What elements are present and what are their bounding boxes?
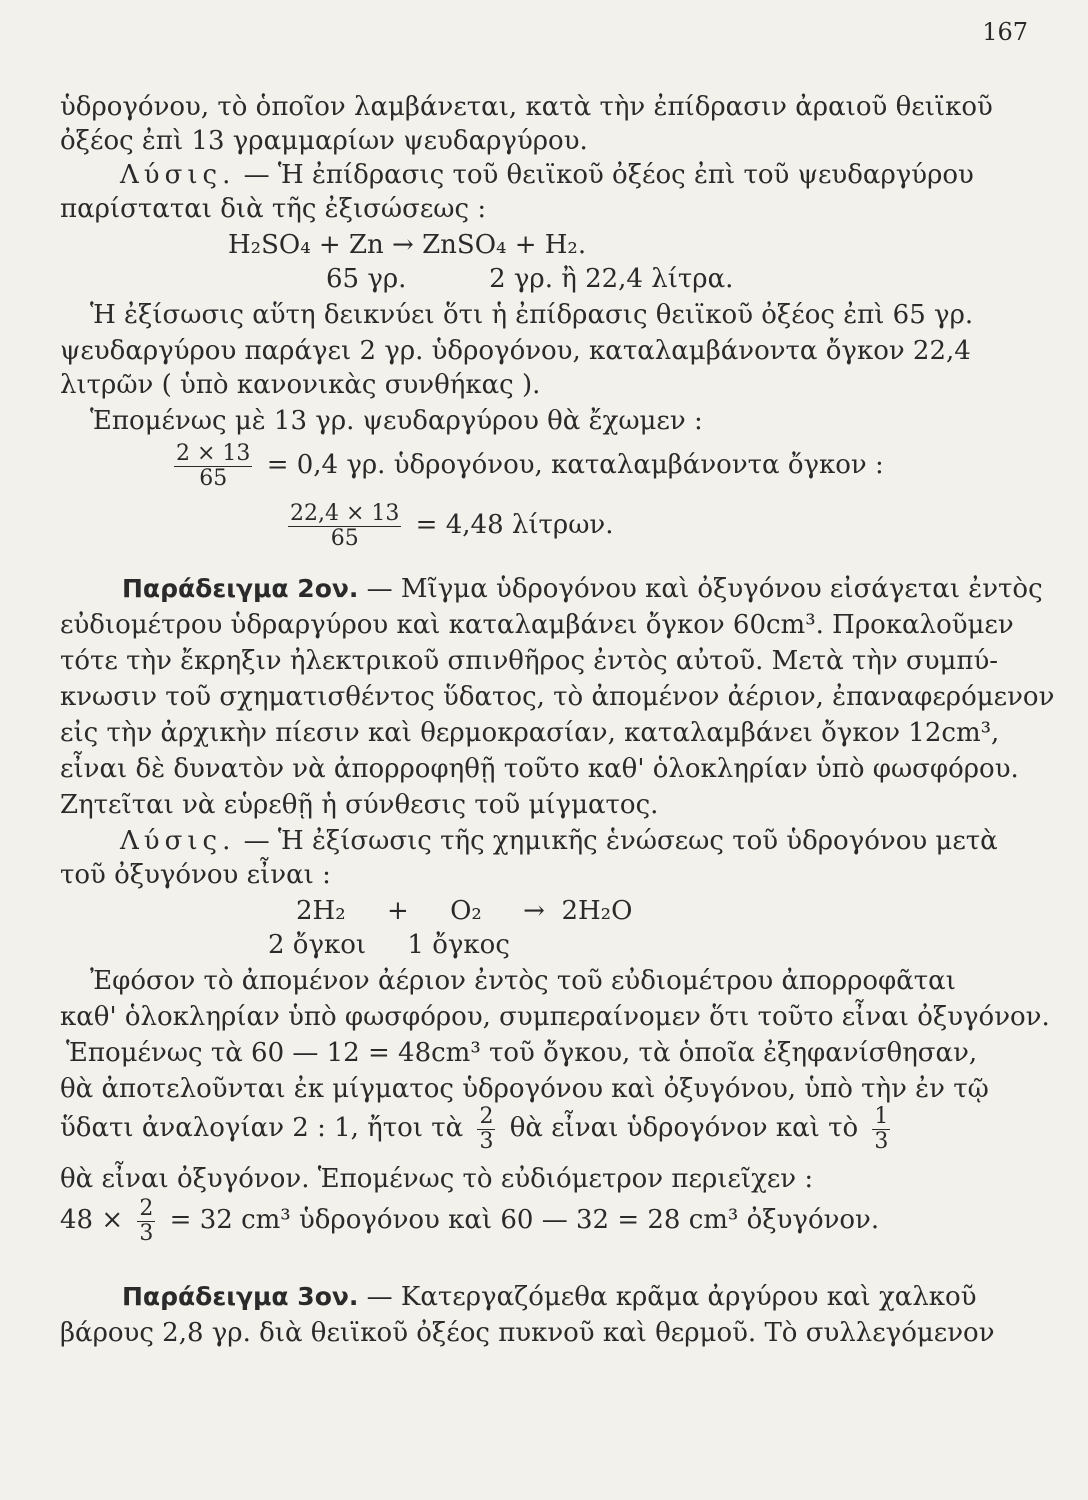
text-line: εὐδιομέτρου ὑδραργύρου καὶ καταλαμβάνει ὄγκον 60cm³. Προκαλοῦμεν — [60, 610, 1014, 640]
example-heading: Παράδειγμα 3ον. — [122, 1282, 359, 1311]
text-line: Ζητεῖται νὰ εὑρεθῇ ἡ σύνθεσις τοῦ μίγματος. — [60, 790, 659, 820]
equation-volumes: 2 ὄγκοι 1 ὄγκος — [268, 930, 510, 960]
equation-masses: 65 γρ. 2 γρ. ἢ 22,4 λίτρα. — [326, 264, 734, 294]
calc-line — [168, 440, 1028, 491]
lysis-label: Λύσις. — [120, 826, 236, 856]
fraction-denominator: 3 — [139, 1220, 154, 1246]
text-line: εἶναι δὲ δυνατὸν νὰ ἀπορροφηθῇ τοῦτο καθ' ὁλοκληρίαν ὑπὸ φωσφόρου. — [60, 754, 1019, 784]
text-line — [60, 1100, 1028, 1156]
text-line: καθ' ὁλοκληρίαν ὑπὸ φωσφόρου, συμπεραίνομεν ὅτι τοῦτο εἶναι ὀξυγόνον. — [60, 1002, 1050, 1032]
lysis-label: Λύσις. — [120, 160, 236, 190]
text-line: θὰ εἶναι ὀξυγόνον. Ἑπομένως τὸ εὐδιόμετρον περιεῖχεν : — [60, 1164, 814, 1194]
fraction-numerator: 22,4 × 13 — [290, 500, 400, 526]
text-line: ὑδρογόνου, τὸ ὁποῖον λαμβάνεται, κατὰ τὴν ἐπίδρασιν ἀραιοῦ θειϊκοῦ — [60, 92, 993, 122]
text-segment: ὕδατι ἀναλογίαν 2 : 1, ἤτοι τὰ — [60, 1113, 464, 1143]
text-segment: = 4,48 λίτρων. — [415, 510, 614, 540]
text-line: λιτρῶν ( ὑπὸ κανονικὰς συνθήκας ). — [60, 370, 541, 400]
equation: 2H₂ + O₂ → 2H₂O — [296, 896, 633, 926]
text-line: Ἐφόσον τὸ ἀπομένον ἀέριον ἐντὸς τοῦ εὐδιομέτρου ἀπορροφᾶται — [90, 966, 956, 996]
fraction-numerator: 2 × 13 — [176, 440, 251, 466]
page-number: 167 — [982, 18, 1028, 46]
text-line: παρίσταται διὰ τῆς ἐξισώσεως : — [60, 194, 487, 224]
text-line: βάρους 2,8 γρ. διὰ θειϊκοῦ ὀξέος πυκνοῦ καὶ θερμοῦ. Τὸ συλλεγόμενον — [60, 1318, 995, 1348]
text-segment: — Κατεργαζόμεθα κρᾶμα ἀργύρου καὶ χαλκοῦ — [366, 1282, 977, 1312]
text-line: θὰ ἀποτελοῦνται ἐκ μίγματος ὑδρογόνου καὶ ὀξυγόνου, ὑπὸ τὴν ἐν τῷ — [60, 1074, 989, 1104]
text-line: Ἑπομένως τὰ 60 — 12 = 48cm³ τοῦ ὄγκου, τὰ ὁποῖα ἐξηφανίσθησαν, — [66, 1038, 978, 1068]
text-segment: = 0,4 γρ. ὑδρογόνου, καταλαμβάνοντα ὄγκον : — [266, 450, 884, 480]
example-heading: Παράδειγμα 2ον. — [122, 574, 359, 603]
fraction-numerator: 2 — [479, 1103, 494, 1129]
fraction-numerator: 1 — [874, 1103, 889, 1129]
text-line — [122, 1280, 1028, 1314]
fraction — [174, 442, 252, 491]
text-segment: — Μῖγμα ὑδρογόνου καὶ ὀξυγόνου εἰσάγεται ἐντὸς — [366, 574, 1043, 604]
equation: H₂SO₄ + Zn → ZnSO₄ + H₂. — [228, 230, 587, 260]
text-segment: θὰ εἶναι ὑδρογόνον καὶ τὸ — [509, 1113, 859, 1143]
fraction-denominator: 65 — [330, 525, 359, 551]
text-line: Ἑπομένως μὲ 13 γρ. ψευδαργύρου θὰ ἔχωμεν : — [90, 406, 703, 436]
calc-line — [282, 500, 1028, 551]
fraction — [872, 1105, 890, 1154]
text-line — [120, 158, 1028, 192]
text-segment: — Ἡ ἐπίδρασις τοῦ θειϊκοῦ ὀξέος ἐπὶ τοῦ ψευδαργύρου — [243, 160, 974, 190]
text-line — [60, 1192, 1028, 1248]
text-line — [122, 572, 1043, 606]
text-line: ὀξέος ἐπὶ 13 γραμμαρίων ψευδαργύρου. — [60, 126, 588, 156]
fraction-denominator: 3 — [479, 1128, 494, 1154]
fraction-denominator: 3 — [874, 1128, 889, 1154]
fraction-numerator: 2 — [139, 1195, 154, 1221]
text-line: εἰς τὴν ἀρχικὴν πίεσιν καὶ θερμοκρασίαν, καταλαμβάνει ὄγκον 12cm³, — [60, 718, 1000, 748]
text-line: τοῦ ὀξυγόνου εἶναι : — [60, 860, 331, 890]
fraction — [288, 502, 401, 551]
text-segment: — Ἡ ἐξίσωσις τῆς χημικῆς ἑνώσεως τοῦ ὑδρογόνου μετὰ — [243, 826, 998, 856]
text-line: ψευδαργύρου παράγει 2 γρ. ὑδρογόνου, καταλαμβάνοντα ὄγκον 22,4 — [60, 336, 971, 366]
fraction-denominator: 65 — [199, 465, 228, 491]
fraction — [137, 1197, 155, 1246]
fraction — [477, 1105, 495, 1154]
text-line: Ἡ ἐξίσωσις αὕτη δεικνύει ὅτι ἡ ἐπίδρασις θειϊκοῦ ὀξέος ἐπὶ 65 γρ. — [90, 300, 974, 330]
text-segment: 48 × — [60, 1205, 124, 1235]
text-line: τότε τὴν ἔκρηξιν ἠλεκτρικοῦ σπινθῆρος ἐντὸς αὐτοῦ. Μετὰ τὴν συμπύ- — [60, 646, 999, 676]
text-line: κνωσιν τοῦ σχηματισθέντος ὕδατος, τὸ ἀπομένον ἀέριον, ἐπαναφερόμενον — [60, 682, 1055, 712]
text-segment: = 32 cm³ ὑδρογόνου καὶ 60 — 32 = 28 cm³ ὀξυγόνον. — [169, 1205, 880, 1235]
text-line — [120, 824, 1028, 858]
